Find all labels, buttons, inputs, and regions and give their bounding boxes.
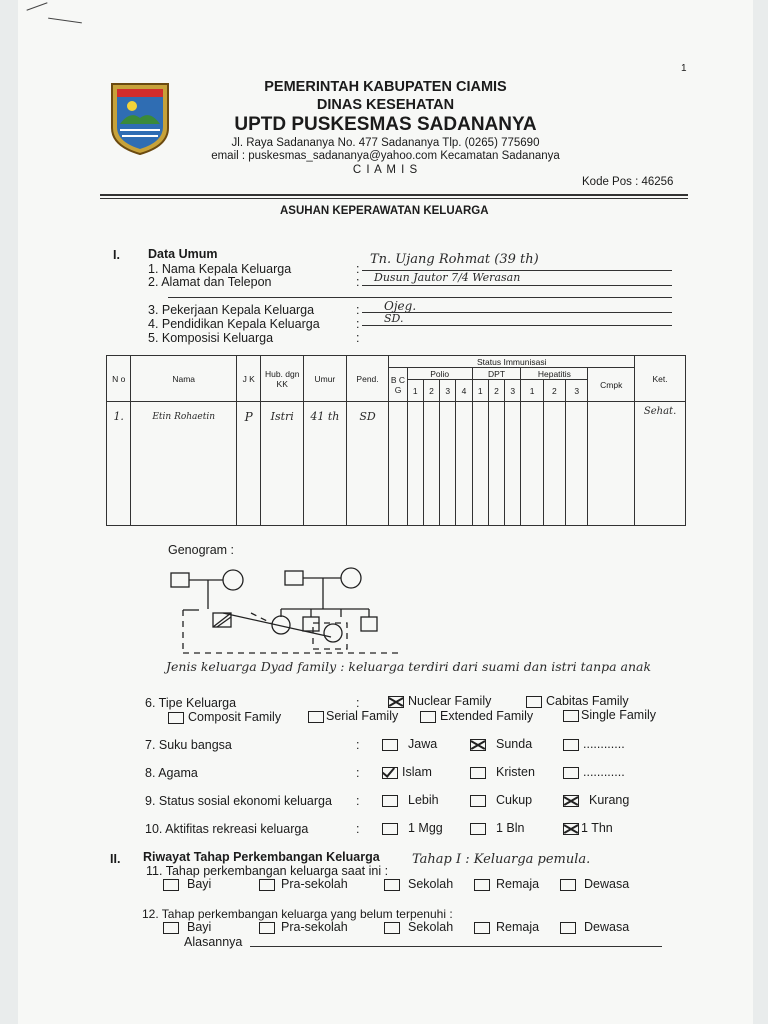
- pen-mark: [26, 2, 47, 10]
- th-status-immunisasi: Status Immunisasi: [389, 356, 635, 368]
- colon: :: [356, 262, 360, 276]
- page-number: 1: [681, 63, 687, 74]
- checkbox-checked[interactable]: [470, 739, 486, 751]
- option-sunda[interactable]: Sunda: [470, 737, 532, 751]
- colon: :: [356, 822, 360, 836]
- cell-umur: 41 th: [304, 402, 347, 526]
- th-umur: Umur: [304, 356, 347, 402]
- option-kurang[interactable]: Kurang: [563, 793, 629, 807]
- header-email: email : puskesmas_sadananya@yahoo.com Kecamatan Sadananya: [211, 150, 560, 162]
- cell-jk: P: [237, 402, 261, 526]
- document-page: [18, 0, 753, 1024]
- checkbox-checked[interactable]: [563, 795, 579, 807]
- field-value: Tn. Ujang Rohmat (39 th): [370, 252, 539, 267]
- checkbox-checked[interactable]: [563, 823, 579, 835]
- field-value: Ojeg.: [384, 299, 417, 313]
- cell-no: 1.: [107, 402, 131, 526]
- stage-pra-sekolah[interactable]: Pra-sekolah: [259, 877, 348, 891]
- colon: :: [356, 766, 360, 780]
- field-line: [362, 285, 672, 286]
- header-line3: UPTD PUSKESMAS SADANANYA: [234, 114, 537, 135]
- th-polio: Polio: [407, 368, 472, 380]
- option-cukup[interactable]: Cukup: [470, 793, 532, 807]
- field-line: [168, 297, 672, 298]
- option-lebih[interactable]: Lebih: [382, 793, 439, 807]
- checkbox[interactable]: [470, 823, 486, 835]
- th-subnum: 3: [440, 380, 456, 402]
- cell-pend: SD: [346, 402, 389, 526]
- tipe-label: 6. Tipe Keluarga: [145, 696, 237, 710]
- colon: :: [356, 303, 360, 317]
- field-label: 4. Pendidikan Kepala Keluarga: [148, 317, 320, 331]
- checkbox[interactable]: [474, 922, 490, 934]
- checkbox[interactable]: [163, 879, 179, 891]
- genogram-diagram: [163, 565, 413, 665]
- field-label: 1. Nama Kepala Keluarga: [148, 262, 292, 276]
- checkbox-checked[interactable]: [388, 696, 404, 708]
- th-subnum: 1: [407, 380, 423, 402]
- field-label: 2. Alamat dan Telepon: [148, 275, 272, 289]
- checkbox[interactable]: [384, 879, 400, 891]
- stage-dewasa[interactable]: Dewasa: [560, 920, 629, 934]
- rekreasi-label: 10. Aktifitas rekreasi keluarga: [145, 822, 309, 836]
- option-cabitas-family[interactable]: Cabitas Family: [526, 694, 629, 708]
- checkbox[interactable]: [382, 823, 398, 835]
- checkbox[interactable]: [308, 711, 324, 723]
- checkbox[interactable]: [382, 795, 398, 807]
- family-composition-table: [106, 355, 686, 526]
- cell-hub: Istri: [261, 402, 304, 526]
- checkbox[interactable]: [470, 795, 486, 807]
- checkbox[interactable]: [470, 767, 486, 779]
- cell-nama: Etin Rohaetin: [131, 402, 237, 526]
- th-subnum: 1: [521, 380, 543, 402]
- option-jawa[interactable]: Jawa: [382, 737, 437, 751]
- th-subnum: 3: [505, 380, 521, 402]
- option-1-bln[interactable]: 1 Bln: [470, 821, 525, 835]
- doc-title: ASUHAN KEPERAWATAN KELUARGA: [280, 205, 489, 217]
- checkbox[interactable]: [384, 922, 400, 934]
- checkbox[interactable]: [420, 711, 436, 723]
- checkbox[interactable]: [382, 739, 398, 751]
- checkbox-checked[interactable]: [382, 767, 398, 779]
- table-row: [107, 402, 686, 526]
- genogram-label: Genogram :: [168, 543, 235, 557]
- th-jk: J K: [237, 356, 261, 402]
- th-no: N o: [107, 356, 131, 402]
- agama-label: 8. Agama: [145, 766, 198, 780]
- section2-roman: II.: [110, 852, 121, 866]
- header-rule: [100, 194, 688, 196]
- section1-title: Data Umum: [148, 247, 218, 261]
- stage-remaja[interactable]: Remaja: [474, 877, 539, 891]
- checkbox[interactable]: [560, 922, 576, 934]
- option-composit-family[interactable]: Composit Family: [168, 710, 281, 724]
- header-address: Jl. Raya Sadananya No. 477 Sadananya Tlp. (0265) 775690: [231, 137, 540, 149]
- checkbox[interactable]: [474, 879, 490, 891]
- stage-bayi[interactable]: Bayi: [163, 877, 211, 891]
- field-value: SD.: [384, 312, 404, 325]
- cell-ket: Sehat.: [635, 402, 686, 526]
- stage-remaja[interactable]: Remaja: [474, 920, 539, 934]
- option-kristen[interactable]: Kristen: [470, 765, 535, 779]
- th-bcg: B C G: [389, 368, 407, 402]
- section1-roman: I.: [113, 248, 120, 262]
- header-city: C I A M I S: [352, 164, 419, 176]
- checkbox[interactable]: [259, 879, 275, 891]
- option-nuclear-family[interactable]: Nuclear Family: [388, 694, 491, 708]
- q12-label: 12. Tahap perkembangan keluarga yang belum terpenuhi :: [142, 907, 453, 921]
- genogram-note: Jenis keluarga Dyad family : keluarga terdiri dari suami dan istri tanpa anak: [166, 659, 652, 674]
- th-subnum: 3: [566, 380, 588, 402]
- colon: :: [356, 275, 360, 289]
- suku-label: 7. Suku bangsa: [145, 738, 232, 752]
- option-1-mgg[interactable]: 1 Mgg: [382, 821, 443, 835]
- colon: :: [356, 738, 360, 752]
- option-1-thn[interactable]: 1 Thn: [563, 821, 613, 835]
- stage-bayi[interactable]: Bayi: [163, 920, 211, 934]
- colon: :: [356, 331, 360, 345]
- stage-sekolah[interactable]: Sekolah: [384, 877, 453, 891]
- colon: :: [356, 317, 360, 331]
- stage-dewasa[interactable]: Dewasa: [560, 877, 629, 891]
- option-extended-family[interactable]: Extended Family: [420, 709, 533, 723]
- header-line1: PEMERINTAH KABUPATEN CIAMIS: [264, 79, 507, 95]
- header-line2: DINAS KESEHATAN: [316, 97, 455, 113]
- th-subnum: 2: [423, 380, 439, 402]
- th-dpt: DPT: [472, 368, 521, 380]
- th-hepatitis: Hepatitis: [521, 368, 588, 380]
- option-other-agama[interactable]: ............: [563, 765, 625, 779]
- field-line: [362, 325, 672, 326]
- pen-mark: [48, 18, 82, 24]
- section2-handwritten: Tahap I : Keluarga pemula.: [412, 852, 591, 867]
- option-other-suku[interactable]: ............: [563, 737, 625, 751]
- option-islam[interactable]: Islam: [382, 765, 432, 779]
- field-label: 5. Komposisi Keluarga: [148, 331, 274, 345]
- alasan-line[interactable]: [250, 946, 662, 947]
- checkbox[interactable]: [563, 710, 579, 722]
- th-subnum: 2: [488, 380, 504, 402]
- th-hub: Hub. dgn KK: [261, 356, 304, 402]
- checkbox[interactable]: [259, 922, 275, 934]
- option-serial-family[interactable]: Serial Family: [308, 709, 398, 723]
- th-nama: Nama: [131, 356, 237, 402]
- th-subnum: 2: [543, 380, 565, 402]
- field-label: 3. Pekerjaan Kepala Keluarga: [148, 303, 315, 317]
- q11-label: 11. Tahap perkembangan keluarga saat ini :: [146, 864, 389, 878]
- alasan-label: Alasannya: [184, 935, 243, 949]
- field-value: Dusun Jautor 7/4 Werasan: [374, 271, 521, 284]
- option-single-family[interactable]: Single Family: [563, 708, 656, 722]
- th-pend: Pend.: [346, 356, 389, 402]
- th-ket: Ket.: [635, 356, 686, 402]
- colon: :: [356, 696, 360, 710]
- checkbox[interactable]: [563, 767, 579, 779]
- header-postal: Kode Pos : 46256: [582, 176, 674, 188]
- colon: :: [356, 794, 360, 808]
- checkbox[interactable]: [168, 712, 184, 724]
- stage-pra-sekolah[interactable]: Pra-sekolah: [259, 920, 348, 934]
- checkbox[interactable]: [163, 922, 179, 934]
- section2-title: Riwayat Tahap Perkembangan Keluarga: [143, 850, 380, 864]
- stage-sekolah[interactable]: Sekolah: [384, 920, 453, 934]
- sosial-label: 9. Status sosial ekonomi keluarga: [145, 794, 332, 808]
- th-subnum: 4: [456, 380, 472, 402]
- th-subnum: 1: [472, 380, 488, 402]
- checkbox[interactable]: [526, 696, 542, 708]
- checkbox[interactable]: [563, 739, 579, 751]
- header-rule: [100, 198, 688, 199]
- checkbox[interactable]: [560, 879, 576, 891]
- th-cmpk: Cmpk: [588, 368, 635, 402]
